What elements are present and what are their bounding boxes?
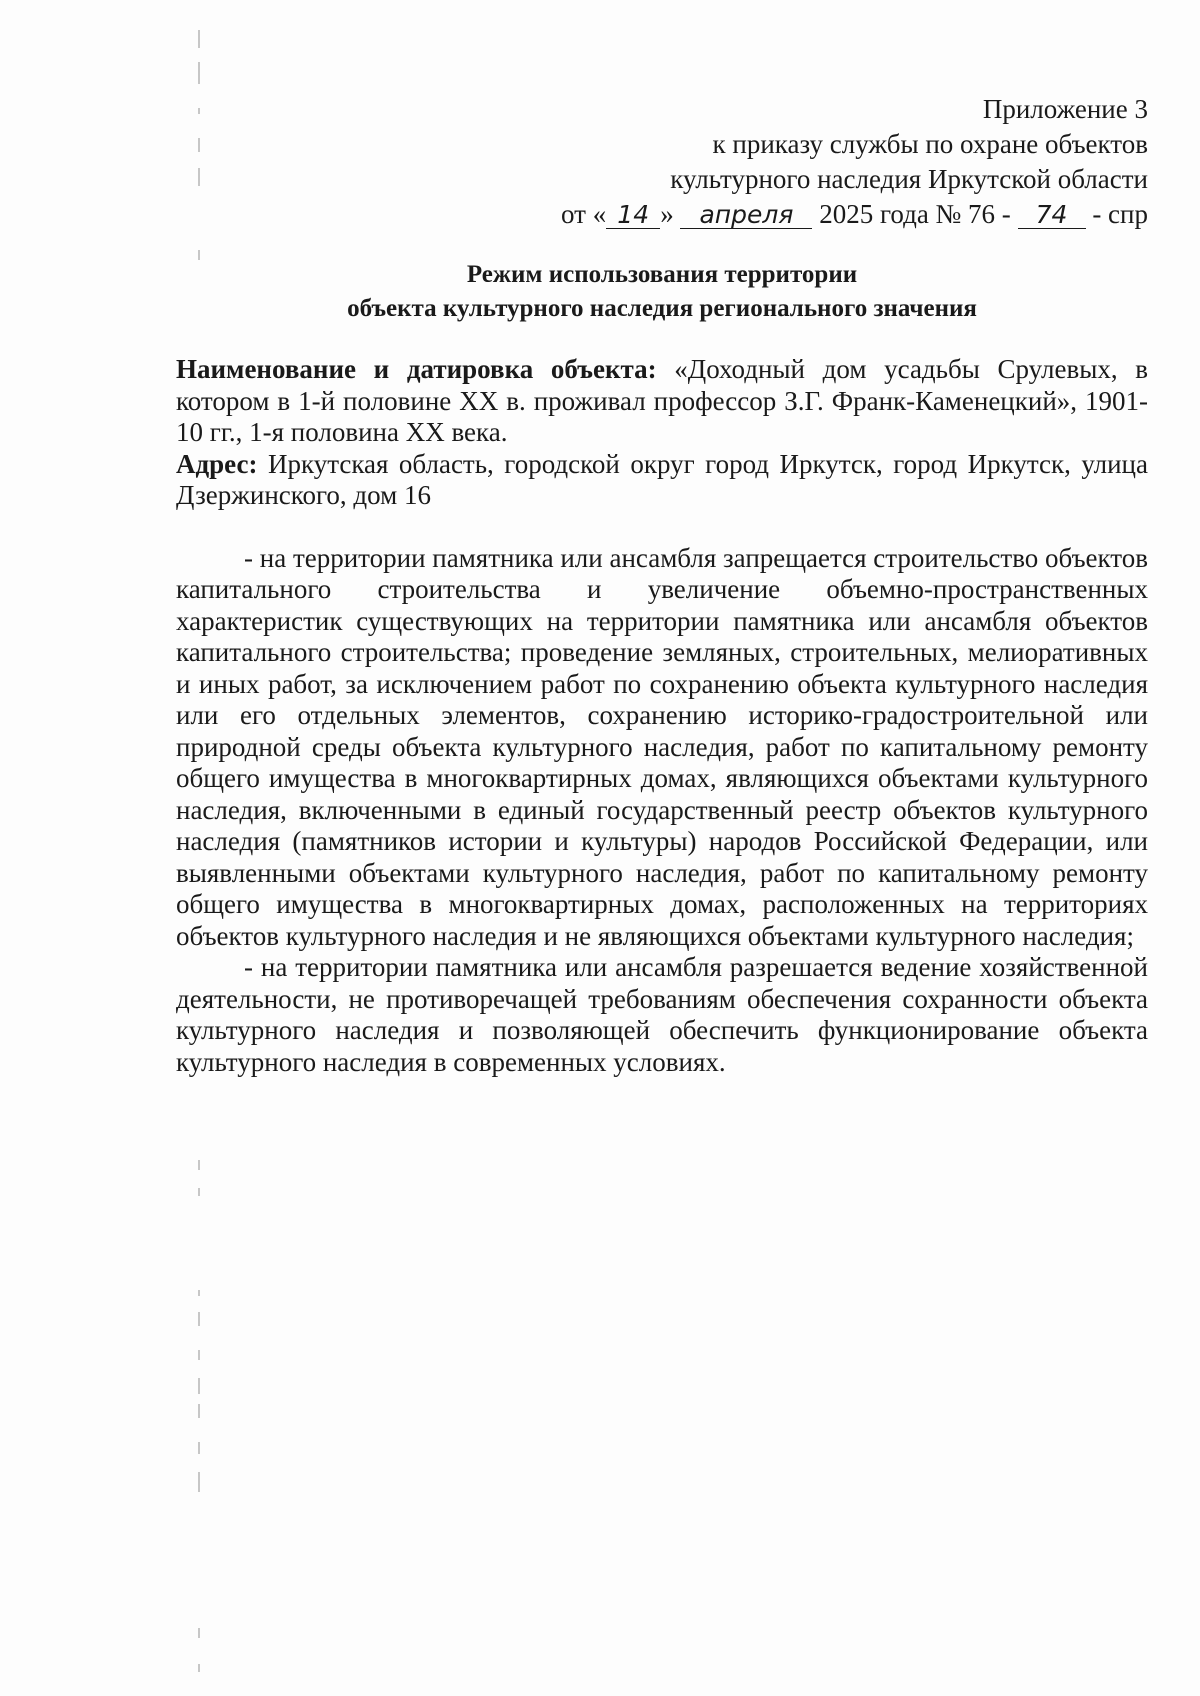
authority-name: культурного наследия Иркутской области bbox=[670, 164, 1148, 194]
handwritten-day: 14 bbox=[606, 202, 660, 229]
object-name-label: Наименование и датировка объекта: bbox=[176, 354, 657, 384]
scan-speck bbox=[198, 30, 200, 48]
handwritten-order-number: 74 bbox=[1018, 202, 1086, 229]
scan-speck bbox=[198, 1628, 200, 1638]
scan-speck bbox=[198, 62, 200, 84]
address-paragraph bbox=[176, 449, 1148, 512]
scan-speck bbox=[198, 1290, 200, 1296]
scan-speck bbox=[198, 1472, 200, 1492]
prohibition-paragraph: - на территории памятника или ансамбля запрещается строительство объектов капитального строительства и увеличение объемно-пространственных характеристик существующих на территории памятника или ансамбля объектов капитального строительства; проведение земляных, строительных, мелиоративных и иных работ, за исключением работ по сохранению объекта культурного наследия или его отдельных элементов, сохранению историко-градостроительной или природной среды объекта культурного наследия, работ по капитальному ремонту общего имущества в многоквартирных домах, являющихся объектами культурного наследия, включенными в единый государственный реестр объектов культурного наследия (памятников истории и культуры) народов Российской Федерации, или выявленными объектами культурного наследия, работ по капитальному ремонту общего имущества в многоквартирных домах, расположенных на территориях объектов культурного наследия и не являющихся объектами культурного наследия; bbox=[176, 542, 1148, 951]
scan-speck bbox=[198, 168, 200, 186]
order-date-line bbox=[561, 197, 1148, 232]
date-prefix: от « bbox=[561, 199, 607, 229]
order-reference: к приказу службы по охране объектов bbox=[712, 129, 1148, 159]
appendix-number: Приложение 3 bbox=[982, 94, 1148, 124]
document-body bbox=[176, 354, 1148, 1078]
appendix-header bbox=[561, 92, 1148, 232]
object-name-value: «Доходный дом усадьбы Срулевых, в котором в 1-й половине XX в. проживал профессор З.Г. Франк-Каменецкий», 1901-10 гг., 1-я половина XX века. bbox=[176, 354, 1149, 447]
permission-paragraph: - на территории памятника или ансамбля разрешается ведение хозяйственной деятельности, не противоречащей требованиям обеспечения сохранности объекта культурного наследия и позволяющей обеспечить функционирование объекта культурного наследия в современных условиях. bbox=[176, 952, 1148, 1077]
date-suffix: - спр bbox=[1092, 199, 1148, 229]
document-title bbox=[176, 258, 1148, 326]
scan-speck bbox=[198, 1350, 200, 1360]
scan-speck bbox=[198, 1442, 200, 1454]
scan-speck bbox=[198, 138, 200, 152]
title-line-1: Режим использования территории bbox=[466, 261, 858, 288]
scan-speck bbox=[198, 1188, 200, 1196]
address-label: Адрес: bbox=[176, 448, 258, 479]
address-value: Иркутская область, городской округ город Иркутск, город Иркутск, улица Дзержинского, дом 16 bbox=[176, 448, 1148, 510]
paragraph-spacer bbox=[176, 512, 1148, 543]
scan-speck bbox=[198, 1378, 200, 1394]
scan-speck bbox=[198, 1160, 200, 1170]
scan-speck bbox=[198, 1664, 200, 1672]
date-quote-close: » bbox=[660, 199, 674, 229]
scan-speck bbox=[198, 108, 200, 114]
title-line-2: объекта культурного наследия регионального значения bbox=[347, 295, 977, 322]
date-year-text: 2025 года № 76 - bbox=[819, 199, 1011, 229]
object-name-paragraph bbox=[176, 354, 1148, 449]
scan-speck bbox=[198, 1312, 200, 1326]
handwritten-month: апреля bbox=[680, 202, 812, 229]
scan-speck bbox=[198, 1404, 200, 1418]
